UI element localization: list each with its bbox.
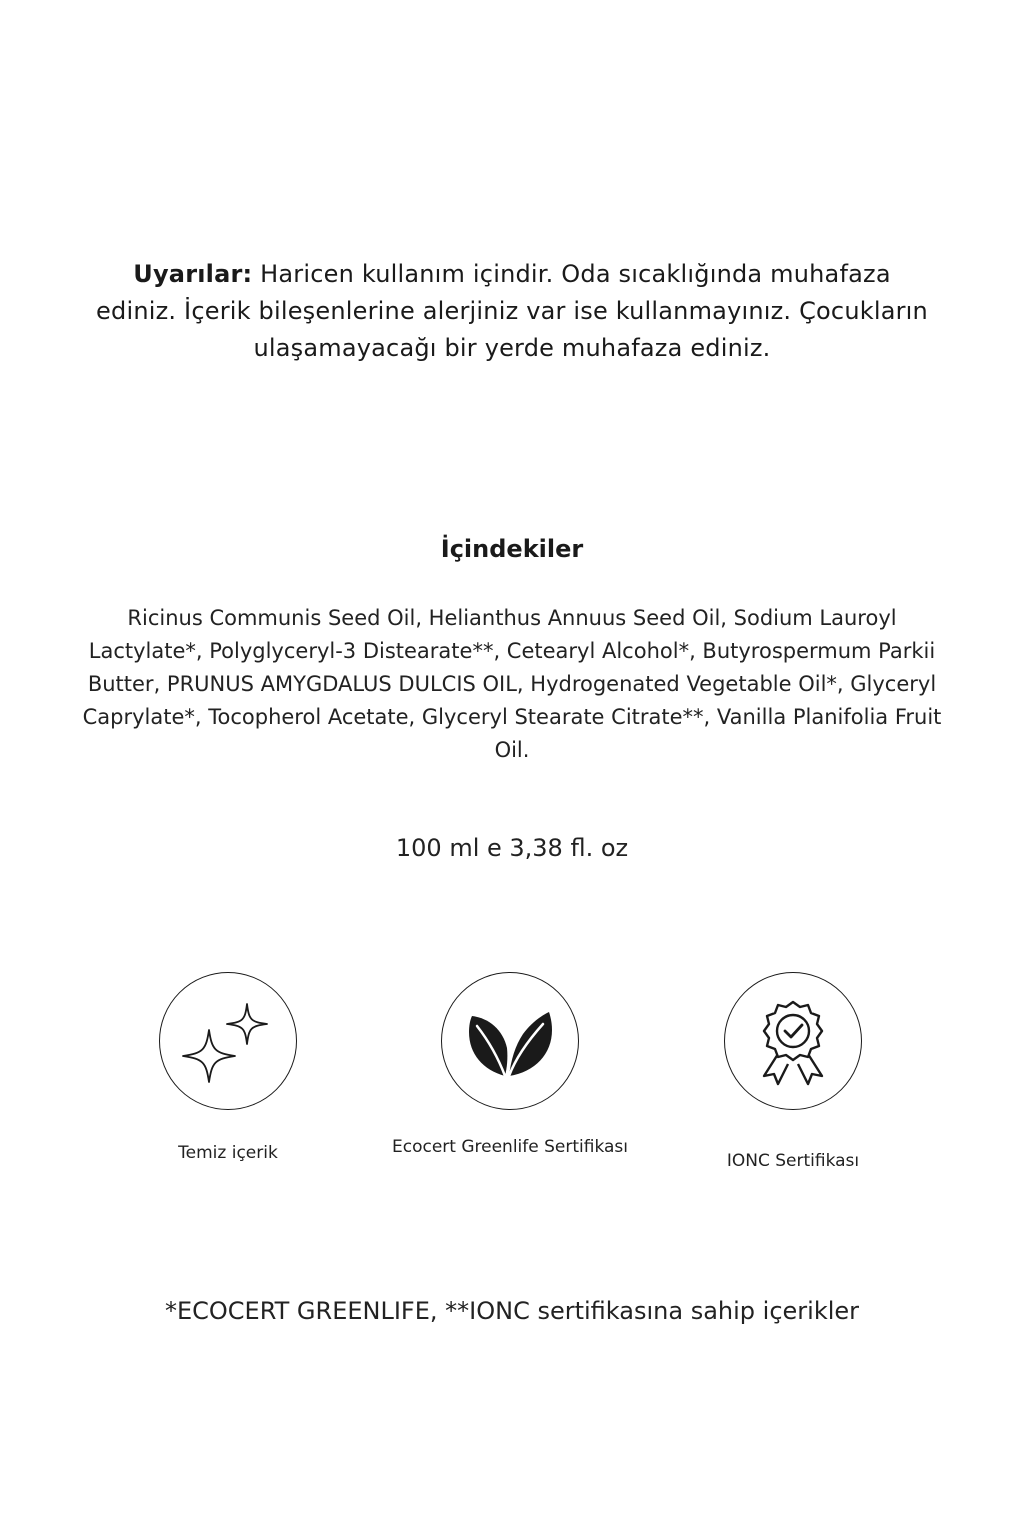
- badge-label: IONC Sertifikası: [726, 1151, 860, 1171]
- ingredients-list: Ricinus Communis Seed Oil, Helianthus Annuus Seed Oil, Sodium Lauroyl Lactylate*, Polyglyceryl-3 Distearate**, Cetearyl Alcohol*, Butyrospermum Parkii Butter, PRUNUS AMYGDALUS DULCIS OIL, Hydrogenated Vegetable Oil*, Glyceryl Caprylate*, Tocopherol Acetate, Glyceryl Stearate Citrate**, Vanilla Planifolia Fruit Oil.: [82, 606, 942, 762]
- badge-ionc: [673, 972, 913, 1171]
- warnings-paragraph: [90, 256, 934, 367]
- ingredients-title: İçindekiler: [440, 535, 584, 563]
- badge-clean-ingredients: [108, 972, 348, 1163]
- badge-circle: [724, 972, 862, 1110]
- badge-label: Temiz içerik: [178, 1143, 278, 1163]
- leaf-icon: [465, 996, 555, 1086]
- footnote: *ECOCERT GREENLIFE, **IONC sertifikasına sahip içerikler: [164, 1297, 860, 1325]
- badge-ecocert: [390, 972, 630, 1157]
- badge-circle: [159, 972, 297, 1110]
- certificate-icon: [748, 996, 838, 1086]
- warnings-text: Haricen kullanım içindir. Oda sıcaklığında muhafaza ediniz. İçerik bileşenlerine alerjiniz var ise kullanmayınız. Çocukların ulaşamayacağı bir yerde muhafaza ediniz.: [96, 260, 928, 362]
- warnings-label: Uyarılar:: [133, 260, 253, 288]
- sparkle-icon: [173, 986, 283, 1096]
- badge-label: Ecocert Greenlife Sertifikası: [391, 1137, 628, 1157]
- badge-circle: [441, 972, 579, 1110]
- volume-text: 100 ml e 3,38 fl. oz: [395, 834, 629, 862]
